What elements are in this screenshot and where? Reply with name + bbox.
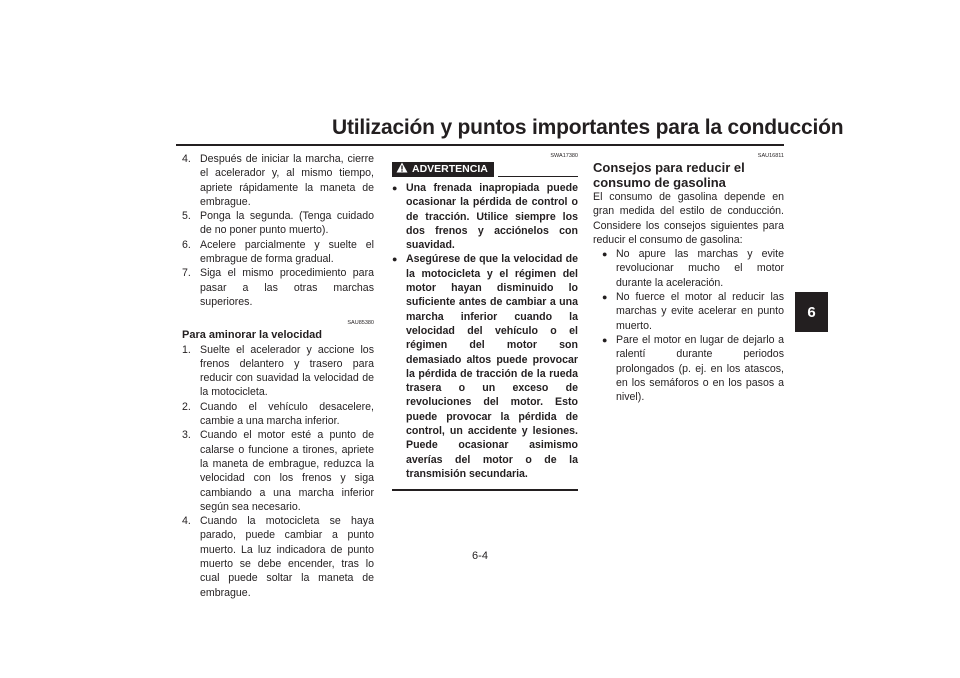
bullet-icon: ● (392, 254, 398, 265)
chapter-tab: 6 (795, 292, 828, 332)
bullet-icon: ● (602, 334, 608, 345)
bullet-icon: ● (602, 292, 608, 303)
list-item: 7. Siga el mismo procedimiento para pasar a las otras marchas superiores. (182, 267, 374, 308)
reference-code: SAU16811 (757, 153, 784, 159)
bullet-icon: ● (392, 183, 398, 193)
section-subhead: Para aminorar la velocidad (182, 329, 323, 342)
list-item: 2. Cuando el vehículo desacelere, cambie a una marcha inferior. (182, 400, 374, 428)
list-item: 1. Suelte el acelerador y accione los frenos delantero y trasero para reducir con suavidad la velocidad de la motocicleta. (182, 343, 374, 399)
page-title: Utilización y puntos importantes para la conducción (332, 116, 844, 139)
list-item: 3. Cuando el motor esté a punto de calarse o funcione a tirones, apriete la maneta de embrague, reduzca la velocidad con los frenos y siga cambiando a una marcha inferior según sea necesario. (182, 429, 374, 513)
warning-badge (392, 162, 494, 177)
warning-header (392, 162, 578, 177)
column-middle (392, 152, 578, 491)
reference-code: SAU85380 (347, 320, 374, 327)
section-title: Consejos para reducir el consumo de gasolina (593, 160, 745, 190)
list-item: ● Una frenada inapropiada puede ocasionar la pérdida de control o de tracción. Utilice siempre los dos frenos y acciónelos con suavidad. (392, 182, 578, 252)
intro-paragraph: El consumo de gasolina depende en gran medida del estilo de conducción. Considere los consejos siguientes para reducir el consumo de gasolina: (593, 191, 784, 246)
list-item: 4. Cuando la motocicleta se haya parado, puede cambiar a punto muerto. La luz indicadora de punto muerto se debe encender, tras lo cual puede soltar la maneta de embrague. (182, 515, 374, 599)
warning-triangle-icon (396, 162, 408, 177)
list-item: 4. Después de iniciar la marcha, cierre el acelerador y, al mismo tiempo, apriete rápidamente la maneta de embrague. (182, 153, 374, 208)
list-item: ● No apure las marchas y evite revolucionar mucho el motor durante la aceleración. (602, 248, 784, 289)
column-left (182, 152, 374, 600)
list-item: ● No fuerce el motor al reducir las marchas y evite acelerar en punto muerto. (602, 291, 784, 332)
warning-rule (498, 176, 578, 177)
header-rule (176, 144, 784, 146)
list-item: 5. Ponga la segunda. (Tenga cuidado de no poner punto muerto). (182, 210, 374, 237)
reference-code: SWA17380 (550, 153, 578, 159)
list-item: 6. Acelere parcialmente y suelte el embrague de forma gradual. (182, 238, 374, 266)
warning-end-rule (392, 489, 578, 491)
warning-label: ADVERTENCIA (412, 163, 488, 176)
bullet-icon: ● (602, 249, 608, 260)
list-item: ● Asegúrese de que la velocidad de la motocicleta y el régimen del motor hayan disminuido lo suficiente antes de cambiar a una marcha inferior cuando la velocidad del vehículo o el régimen del motor son demasiado altos puede provocar la pérdida de tracción de la rueda trasera o un exceso de revoluciones del motor. Esto puede provocar la pérdida de control, un accidente y lesiones. Puede ocasionar asimismo averías del motor o de la transmisión secundaria. (392, 253, 578, 480)
list-item: ● Pare el motor en lugar de dejarlo a ralentí durante periodos prolongados (p. ej. en los atascos, en los semáforos o en los pasos a nivel). (602, 333, 784, 404)
column-right (593, 152, 784, 404)
page-number: 6-4 (472, 550, 488, 562)
